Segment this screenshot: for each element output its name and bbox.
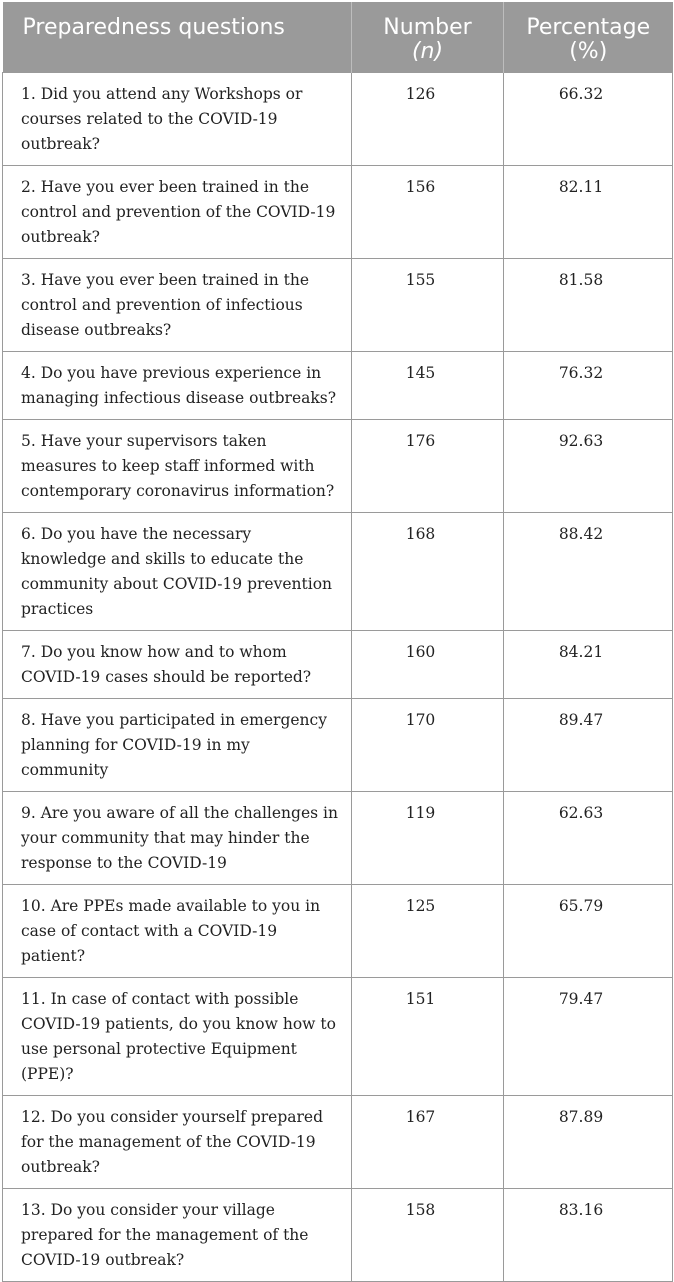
percentage-cell: 84.21 xyxy=(504,630,673,698)
table-row xyxy=(3,977,673,1095)
table-row xyxy=(3,419,673,512)
percentage-cell: 66.32 xyxy=(504,72,673,165)
number-cell: 160 xyxy=(352,630,504,698)
question-cell: 2. Have you ever been trained in the control and prevention of the COVID-19 outbreak? xyxy=(3,165,352,258)
number-cell: 125 xyxy=(352,884,504,977)
percentage-cell: 82.11 xyxy=(504,165,673,258)
number-cell: 168 xyxy=(352,512,504,630)
question-cell: 10. Are PPEs made available to you in case of contact with a COVID-19 patient? xyxy=(3,884,352,977)
table-row xyxy=(3,165,673,258)
table-row xyxy=(3,1095,673,1188)
header-number-unit-text: (n) xyxy=(411,39,444,64)
number-cell: 176 xyxy=(352,419,504,512)
percentage-cell: 92.63 xyxy=(504,419,673,512)
header-number-label: Number xyxy=(383,15,472,40)
percentage-cell: 89.47 xyxy=(504,698,673,791)
percentage-cell: 65.79 xyxy=(504,884,673,977)
header-percentage-label: Percentage xyxy=(526,15,651,40)
preparedness-table-container xyxy=(2,2,672,1282)
table-row xyxy=(3,698,673,791)
number-cell: 126 xyxy=(352,72,504,165)
header-number xyxy=(352,2,504,72)
table-row xyxy=(3,72,673,165)
question-cell: 11. In case of contact with possible COVID-19 patients, do you know how to use personal protective Equipment (PPE)? xyxy=(3,977,352,1095)
table-header xyxy=(3,2,673,72)
table-row xyxy=(3,884,673,977)
number-cell: 119 xyxy=(352,791,504,884)
percentage-cell: 87.89 xyxy=(504,1095,673,1188)
table-row xyxy=(3,791,673,884)
header-question xyxy=(3,2,352,72)
question-cell: 5. Have your supervisors taken measures to keep staff informed with contemporary coronavirus information? xyxy=(3,419,352,512)
number-cell: 156 xyxy=(352,165,504,258)
table-row xyxy=(3,258,673,351)
number-cell: 151 xyxy=(352,977,504,1095)
question-cell: 1. Did you attend any Workshops or courses related to the COVID-19 outbreak? xyxy=(3,72,352,165)
preparedness-table xyxy=(2,2,673,1282)
header-question-label: Preparedness questions xyxy=(22,15,285,40)
percentage-cell: 88.42 xyxy=(504,512,673,630)
question-cell: 3. Have you ever been trained in the control and prevention of infectious disease outbreaks? xyxy=(3,258,352,351)
number-cell: 158 xyxy=(352,1188,504,1281)
table-body xyxy=(3,72,673,1281)
percentage-cell: 81.58 xyxy=(504,258,673,351)
header-row xyxy=(3,2,673,72)
table-row xyxy=(3,351,673,419)
number-cell: 167 xyxy=(352,1095,504,1188)
table-row xyxy=(3,630,673,698)
question-cell: 7. Do you know how and to whom COVID-19 cases should be reported? xyxy=(3,630,352,698)
number-cell: 170 xyxy=(352,698,504,791)
question-cell: 4. Do you have previous experience in managing infectious disease outbreaks? xyxy=(3,351,352,419)
question-cell: 13. Do you consider your village prepared for the management of the COVID-19 outbreak? xyxy=(3,1188,352,1281)
header-percentage xyxy=(504,2,673,72)
table-row xyxy=(3,1188,673,1281)
number-cell: 155 xyxy=(352,258,504,351)
header-percentage-unit: (%) xyxy=(569,39,608,64)
header-number-unit xyxy=(352,40,503,64)
question-cell: 8. Have you participated in emergency planning for COVID-19 in my community xyxy=(3,698,352,791)
question-cell: 9. Are you aware of all the challenges in your community that may hinder the response to the COVID-19 xyxy=(3,791,352,884)
number-cell: 145 xyxy=(352,351,504,419)
table-row xyxy=(3,512,673,630)
question-cell: 6. Do you have the necessary knowledge and skills to educate the community about COVID-19 prevention practices xyxy=(3,512,352,630)
question-cell: 12. Do you consider yourself prepared for the management of the COVID-19 outbreak? xyxy=(3,1095,352,1188)
percentage-cell: 83.16 xyxy=(504,1188,673,1281)
percentage-cell: 76.32 xyxy=(504,351,673,419)
percentage-cell: 62.63 xyxy=(504,791,673,884)
percentage-cell: 79.47 xyxy=(504,977,673,1095)
